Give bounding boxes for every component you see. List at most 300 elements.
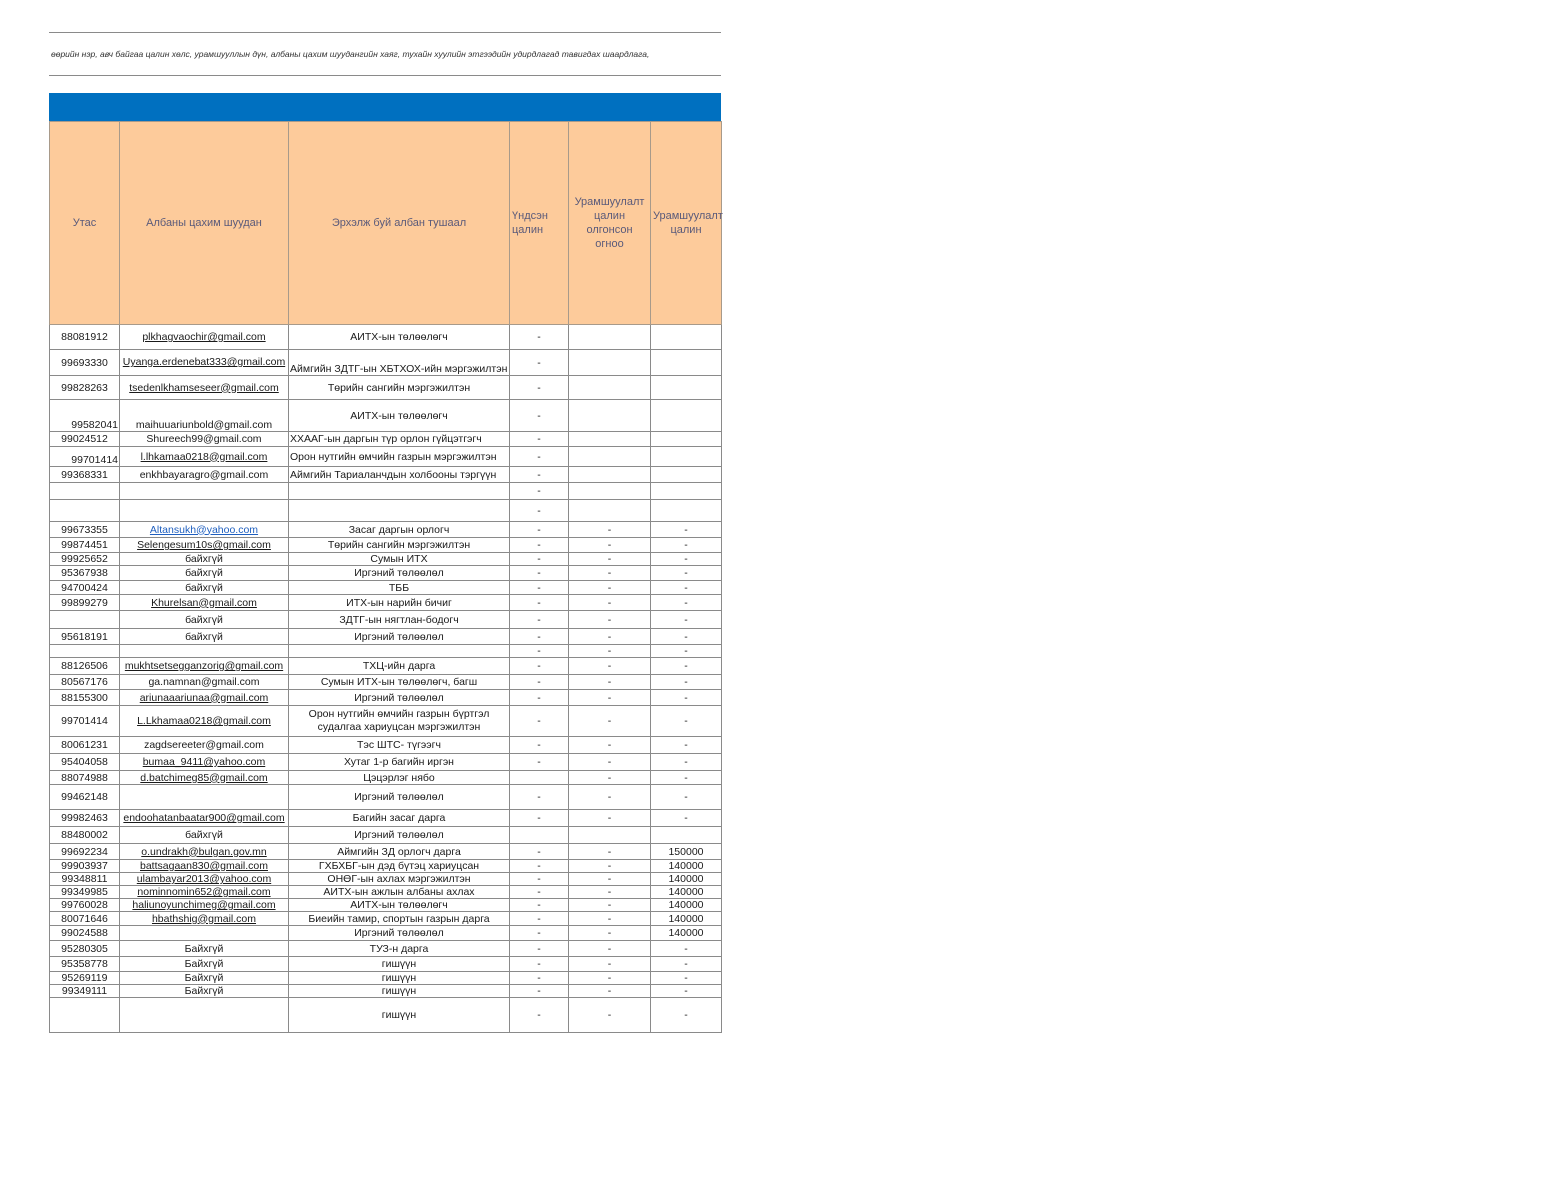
position-cell-text: Иргэний төлөөлөл	[354, 567, 444, 579]
table-row	[50, 611, 722, 629]
position-cell	[289, 941, 510, 957]
phone-cell	[50, 886, 120, 899]
table-row	[50, 690, 722, 706]
bonus-date-cell	[569, 400, 651, 432]
phone-cell	[50, 827, 120, 844]
phone-cell	[50, 926, 120, 941]
position-cell-text: ГХБХБГ-ын дэд бүтэц хариуцсан	[318, 860, 480, 872]
bonus-cell	[651, 957, 722, 972]
base-salary-cell-text: -	[537, 596, 541, 609]
base-salary-cell	[510, 538, 569, 553]
base-salary-cell	[510, 785, 569, 810]
base-salary-cell	[510, 325, 569, 350]
position-cell	[289, 538, 510, 553]
base-salary-cell	[510, 645, 569, 658]
email-cell[interactable]	[120, 810, 289, 827]
position-cell	[289, 522, 510, 538]
email-cell[interactable]	[120, 581, 289, 595]
bonus-cell	[651, 785, 722, 810]
base-salary-cell-text: -	[537, 581, 541, 594]
phone-cell-text: 99899279	[61, 596, 108, 609]
email-cell[interactable]	[120, 972, 289, 985]
table-row	[50, 483, 722, 500]
phone-cell-text: 99024588	[61, 927, 108, 939]
base-salary-cell-text: -	[537, 873, 541, 885]
email-cell-text: ariunaaariunaa@gmail.com	[139, 691, 269, 704]
bonus-date-cell	[569, 912, 651, 926]
bonus-cell-text: -	[684, 676, 688, 688]
email-cell-text: байхгүй	[185, 581, 223, 594]
position-cell-text: Иргэний төлөөлөл	[354, 791, 444, 803]
bonus-date-cell-text: -	[607, 739, 612, 751]
base-salary-cell	[510, 553, 569, 566]
phone-cell	[50, 553, 120, 566]
phone-cell	[50, 325, 120, 350]
email-cell-text: L.Lkhamaa0218@gmail.com	[137, 715, 271, 727]
bonus-cell	[651, 432, 722, 447]
base-salary-cell-text: -	[537, 912, 541, 925]
bonus-date-cell	[569, 886, 651, 899]
email-cell-text: o.undrakh@bulgan.gov.mn	[141, 845, 267, 858]
bonus-cell-text: -	[684, 812, 688, 824]
email-cell[interactable]	[120, 771, 289, 785]
position-cell-text: гишүүн	[381, 985, 417, 997]
bonus-cell-text: -	[684, 756, 688, 768]
table-row	[50, 912, 722, 926]
base-salary-cell	[510, 581, 569, 595]
position-cell-text: Аймгийн Тариаланчдын холбооны тэргүүн	[290, 468, 497, 481]
bonus-cell	[651, 566, 722, 581]
phone-cell	[50, 522, 120, 538]
header-position: Эрхэлж буй албан тушаал	[289, 122, 510, 325]
email-cell[interactable]	[120, 957, 289, 972]
position-cell-text: АИТХ-ын төлөөлөгч	[350, 409, 448, 422]
bonus-cell-text: -	[684, 581, 688, 594]
base-salary-cell	[510, 690, 569, 706]
base-salary-cell	[510, 771, 569, 785]
phone-cell-text: 99693330	[61, 356, 108, 369]
phone-cell-text: 95367938	[61, 567, 108, 579]
base-salary-cell	[510, 522, 569, 538]
phone-cell	[50, 998, 120, 1033]
email-cell[interactable]	[120, 941, 289, 957]
email-cell[interactable]	[120, 873, 289, 886]
email-cell[interactable]	[120, 645, 289, 658]
position-cell-text: Цэцэрлэг нябо	[363, 771, 435, 784]
base-salary-cell-text: -	[537, 845, 541, 858]
position-cell-text: АИТХ-ын төлөөлөгч	[350, 331, 448, 343]
bonus-cell	[651, 645, 722, 658]
bonus-cell-text: 140000	[668, 899, 704, 911]
bonus-date-cell	[569, 899, 651, 912]
bonus-cell-text: -	[684, 553, 688, 565]
phone-cell-text: 88126506	[61, 660, 108, 672]
phone-cell-text: 95358778	[61, 958, 108, 970]
email-cell[interactable]	[120, 658, 289, 675]
bonus-cell-text: 150000	[668, 845, 704, 858]
base-salary-cell	[510, 675, 569, 690]
bonus-cell	[651, 926, 722, 941]
table-row	[50, 827, 722, 844]
base-salary-cell-text: -	[537, 331, 541, 343]
base-salary-cell	[510, 972, 569, 985]
phone-cell	[50, 899, 120, 912]
email-cell[interactable]	[120, 376, 289, 400]
phone-cell	[50, 860, 120, 873]
bonus-cell	[651, 522, 722, 538]
email-cell-text: байхгүй	[185, 553, 223, 565]
bonus-cell	[651, 810, 722, 827]
position-cell	[289, 581, 510, 595]
phone-cell-text: 99903937	[61, 860, 108, 872]
base-salary-cell	[510, 886, 569, 899]
bonus-cell	[651, 912, 722, 926]
base-salary-cell-text: -	[537, 504, 541, 517]
email-cell[interactable]	[120, 926, 289, 941]
position-cell	[289, 432, 510, 447]
table-row	[50, 844, 722, 860]
position-cell	[289, 595, 510, 611]
position-cell-text: Сумын ИТХ-ын төлөөлөгч, багш	[320, 676, 478, 688]
email-cell-text: Байхгүй	[184, 972, 224, 984]
phone-cell	[50, 432, 120, 447]
header-bonus-date: Урамшуулалт цалин олгонсон огноо	[569, 122, 651, 325]
email-cell[interactable]	[120, 350, 289, 376]
email-cell[interactable]	[120, 827, 289, 844]
phone-cell	[50, 400, 120, 432]
position-cell	[289, 912, 510, 926]
base-salary-cell	[510, 595, 569, 611]
phone-cell-text: 99024512	[61, 433, 108, 445]
base-salary-cell-text: -	[537, 1009, 541, 1021]
phone-cell-text: 99368331	[61, 468, 108, 481]
base-salary-cell	[510, 873, 569, 886]
email-cell[interactable]	[120, 467, 289, 483]
email-cell[interactable]	[120, 611, 289, 629]
bonus-date-cell-text: -	[607, 886, 612, 898]
bonus-date-cell-text: -	[607, 660, 612, 672]
bonus-cell	[651, 860, 722, 873]
email-cell[interactable]	[120, 998, 289, 1033]
base-salary-cell	[510, 754, 569, 771]
table-row	[50, 899, 722, 912]
base-salary-cell	[510, 350, 569, 376]
base-salary-cell	[510, 629, 569, 645]
table-row	[50, 706, 722, 737]
phone-cell	[50, 985, 120, 998]
bonus-cell-text: -	[684, 791, 688, 803]
email-cell-text: zagdsereeter@gmail.com	[144, 739, 264, 751]
email-cell-text: Altansukh@yahoo.com	[149, 523, 259, 536]
base-salary-cell-text: -	[537, 553, 541, 565]
email-cell-text: nominnomin652@gmail.com	[137, 886, 271, 898]
email-cell[interactable]	[120, 860, 289, 873]
base-salary-cell	[510, 611, 569, 629]
phone-cell-text: 94700424	[61, 581, 108, 594]
position-cell	[289, 611, 510, 629]
bonus-date-cell-text: -	[607, 596, 612, 609]
email-cell-text: байхгүй	[185, 829, 223, 841]
position-cell-text: гишүүн	[381, 958, 417, 970]
table-row	[50, 325, 722, 350]
base-salary-cell	[510, 941, 569, 957]
bonus-cell	[651, 611, 722, 629]
spreadsheet-page	[49, 32, 721, 1033]
phone-cell	[50, 350, 120, 376]
email-cell[interactable]	[120, 985, 289, 998]
email-cell-text: mukhtsetsegganzorig@gmail.com	[124, 660, 284, 672]
position-cell-text: ТХЦ-ийн дарга	[362, 660, 436, 672]
base-salary-cell-text: -	[537, 645, 541, 657]
position-cell-text: Багийн засаг дарга	[352, 812, 446, 824]
position-cell-text: Биеийн тамир, спортын газрын дарга	[308, 912, 490, 925]
phone-cell-text: 99760028	[61, 899, 108, 911]
position-cell-text: ТББ	[388, 581, 410, 594]
base-salary-cell-text: -	[537, 899, 541, 911]
email-cell-text: enkhbayaragro@gmail.com	[139, 468, 269, 481]
phone-cell	[50, 706, 120, 737]
base-salary-cell-text: -	[537, 942, 541, 955]
email-cell[interactable]	[120, 675, 289, 690]
base-salary-cell-text: -	[537, 691, 541, 704]
bonus-date-cell	[569, 810, 651, 827]
bonus-date-cell	[569, 690, 651, 706]
base-salary-cell	[510, 376, 569, 400]
bonus-cell-text: -	[684, 739, 688, 751]
base-salary-cell	[510, 706, 569, 737]
phone-cell	[50, 500, 120, 522]
position-cell-text: Тэс ШТС- түгээгч	[357, 739, 441, 751]
position-cell-text: АИТХ-ын төлөөлөгч	[350, 899, 448, 911]
bonus-cell	[651, 538, 722, 553]
bonus-date-cell-text: -	[607, 539, 612, 551]
bonus-date-cell	[569, 957, 651, 972]
email-cell-text: Khurelsan@gmail.com	[151, 596, 257, 609]
position-cell	[289, 675, 510, 690]
header-email: Албаны цахим шуудан	[120, 122, 289, 325]
position-cell-text: Хутаг 1-р багийн иргэн	[344, 756, 454, 768]
table-row	[50, 675, 722, 690]
email-cell-text: байхгүй	[185, 567, 223, 579]
email-cell[interactable]	[120, 844, 289, 860]
email-cell-text: d.batchimeg85@gmail.com	[140, 771, 268, 784]
bonus-cell	[651, 941, 722, 957]
email-cell-text: hbathshig@gmail.com	[151, 912, 257, 925]
table-row	[50, 737, 722, 754]
bonus-date-cell	[569, 581, 651, 595]
position-cell	[289, 400, 510, 432]
email-cell[interactable]	[120, 886, 289, 899]
email-cell[interactable]	[120, 447, 289, 467]
header-bonus: Урамшуулалт цалин	[651, 122, 722, 325]
email-cell[interactable]	[120, 553, 289, 566]
bonus-cell-text: 140000	[668, 873, 704, 885]
position-cell	[289, 827, 510, 844]
table-row	[50, 432, 722, 447]
base-salary-cell	[510, 844, 569, 860]
bonus-cell	[651, 447, 722, 467]
phone-cell-text: 99349985	[61, 886, 108, 898]
bonus-date-cell	[569, 658, 651, 675]
base-salary-cell-text: -	[537, 886, 541, 898]
position-cell	[289, 566, 510, 581]
position-cell-text: Орон нутгийн өмчийн газрын бүртгэл судалгаа хариуцсан мэргэжилтэн	[308, 708, 490, 733]
table-row	[50, 926, 722, 941]
bonus-date-cell-text: -	[607, 812, 612, 824]
position-cell	[289, 860, 510, 873]
base-salary-cell-text: -	[537, 567, 541, 579]
bonus-date-cell	[569, 500, 651, 522]
base-salary-cell	[510, 432, 569, 447]
base-salary-cell-text: -	[537, 613, 541, 626]
email-cell[interactable]	[120, 912, 289, 926]
table-row	[50, 447, 722, 467]
phone-cell	[50, 957, 120, 972]
bonus-cell-text: 140000	[668, 912, 704, 925]
email-cell[interactable]	[120, 483, 289, 500]
phone-cell	[50, 675, 120, 690]
table-row	[50, 771, 722, 785]
position-cell-text: Төрийн сангийн мэргэжилтэн	[327, 539, 471, 551]
phone-cell-text: 99925652	[61, 553, 108, 565]
bonus-cell	[651, 595, 722, 611]
bonus-date-cell	[569, 467, 651, 483]
table-row	[50, 500, 722, 522]
email-cell[interactable]	[120, 566, 289, 581]
email-cell[interactable]	[120, 690, 289, 706]
position-cell-text: ИТХ-ын нарийн бичиг	[346, 596, 452, 609]
email-cell-text: battsagaan830@gmail.com	[140, 860, 268, 872]
email-cell[interactable]	[120, 899, 289, 912]
base-salary-cell-text: -	[537, 927, 541, 939]
phone-cell-text: 95269119	[61, 972, 108, 984]
email-cell[interactable]	[120, 400, 289, 432]
phone-cell	[50, 581, 120, 595]
bonus-cell	[651, 483, 722, 500]
email-cell-text: tsedenlkhamseseer@gmail.com	[129, 381, 279, 394]
bonus-cell	[651, 376, 722, 400]
position-cell	[289, 998, 510, 1033]
table-row	[50, 467, 722, 483]
bonus-date-cell-text: -	[607, 691, 612, 704]
bonus-cell	[651, 899, 722, 912]
email-cell[interactable]	[120, 500, 289, 522]
table-row	[50, 957, 722, 972]
position-cell	[289, 737, 510, 754]
base-salary-cell-text: -	[537, 356, 541, 369]
bonus-cell	[651, 827, 722, 844]
position-cell	[289, 754, 510, 771]
phone-cell	[50, 645, 120, 658]
table-row	[50, 566, 722, 581]
bonus-cell	[651, 467, 722, 483]
bonus-date-cell-text: -	[607, 567, 612, 579]
bonus-date-cell-text: -	[607, 873, 612, 885]
email-cell-text: maihuuariunbold@gmail.com	[135, 419, 273, 431]
email-cell[interactable]	[120, 432, 289, 447]
base-salary-cell	[510, 998, 569, 1033]
bonus-cell-text: -	[684, 715, 688, 727]
bonus-cell-text: -	[684, 942, 688, 955]
phone-cell	[50, 566, 120, 581]
bonus-date-cell-text: -	[607, 942, 612, 955]
base-salary-cell-text: -	[537, 958, 541, 970]
bonus-date-cell-text: -	[607, 791, 612, 803]
email-cell[interactable]	[120, 785, 289, 810]
position-cell-text: ОНӨГ-ын ахлах мэргэжилтэн	[327, 873, 471, 885]
email-cell-text: Байхгүй	[184, 985, 224, 997]
base-salary-cell-text: -	[537, 523, 541, 536]
base-salary-cell	[510, 467, 569, 483]
base-salary-cell	[510, 500, 569, 522]
phone-cell	[50, 844, 120, 860]
phone-cell-text: 80071646	[61, 912, 108, 925]
bonus-date-cell	[569, 754, 651, 771]
bonus-date-cell-text: -	[607, 676, 612, 688]
email-cell[interactable]	[120, 737, 289, 754]
email-cell[interactable]	[120, 706, 289, 737]
data-table	[49, 121, 722, 1033]
sheet-subtitle: өөрийн нэр, авч байгаа цалин хөлс, урамшууллын дүн, албаны цахим шуудангийн хаяг, тухайн хуулийн этгээдийн удирдлагад тавигдах шаардлага,	[49, 32, 721, 76]
email-cell[interactable]	[120, 325, 289, 350]
email-cell-text: байхгүй	[185, 630, 223, 643]
email-cell[interactable]	[120, 629, 289, 645]
position-cell	[289, 500, 510, 522]
email-cell[interactable]	[120, 538, 289, 553]
position-cell	[289, 658, 510, 675]
title-band	[49, 93, 721, 121]
bonus-date-cell	[569, 860, 651, 873]
bonus-date-cell	[569, 350, 651, 376]
bonus-date-cell-text: -	[607, 927, 612, 939]
position-cell	[289, 706, 510, 737]
bonus-date-cell	[569, 645, 651, 658]
phone-cell-text: 99701414	[61, 715, 108, 727]
email-cell-text: байхгүй	[185, 613, 223, 626]
bonus-cell	[651, 998, 722, 1033]
base-salary-cell	[510, 566, 569, 581]
table-row	[50, 873, 722, 886]
position-cell-text: гишүүн	[381, 972, 417, 984]
bonus-date-cell	[569, 926, 651, 941]
bonus-date-cell	[569, 376, 651, 400]
base-salary-cell	[510, 658, 569, 675]
bonus-cell	[651, 972, 722, 985]
phone-cell	[50, 754, 120, 771]
bonus-cell-text: -	[684, 1009, 688, 1021]
bonus-date-cell	[569, 629, 651, 645]
base-salary-cell-text: -	[537, 660, 541, 672]
position-cell	[289, 972, 510, 985]
bonus-date-cell-text: -	[607, 985, 612, 997]
bonus-cell-text: 140000	[668, 860, 704, 872]
email-cell[interactable]	[120, 595, 289, 611]
bonus-date-cell-text: -	[607, 553, 612, 565]
email-cell[interactable]	[120, 522, 289, 538]
base-salary-cell-text: -	[537, 381, 541, 394]
bonus-date-cell-text: -	[607, 523, 612, 536]
bonus-cell	[651, 658, 722, 675]
email-cell-text: bumaa_9411@yahoo.com	[142, 756, 266, 768]
email-cell[interactable]	[120, 754, 289, 771]
bonus-date-cell-text: -	[607, 630, 612, 643]
position-cell-text: ЗДТГ-ын нягтлан-бодогч	[339, 613, 459, 626]
position-cell	[289, 886, 510, 899]
bonus-cell-text: 140000	[668, 886, 704, 898]
position-cell	[289, 771, 510, 785]
position-cell-text: Иргэний төлөөлөл	[354, 829, 444, 841]
bonus-cell-text: -	[684, 523, 688, 536]
